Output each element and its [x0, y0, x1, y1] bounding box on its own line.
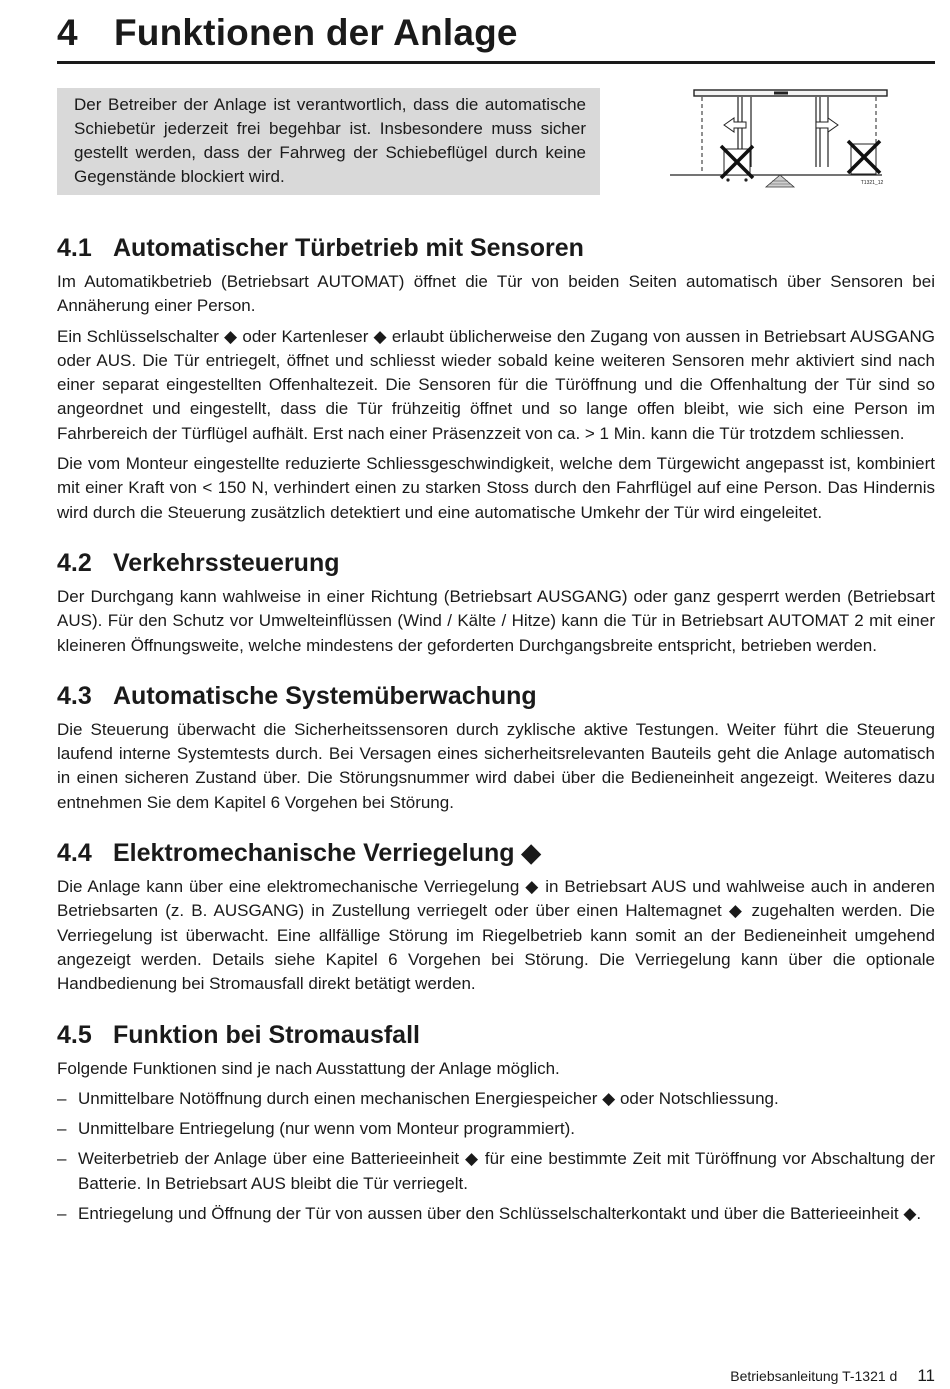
list-item: [57, 1147, 935, 1196]
page-footer: [730, 1366, 935, 1386]
chapter-title: Funktionen der Anlage: [114, 12, 518, 53]
list-item-text: Unmittelbare Entriegelung (nur wenn vom Monteur programmiert).: [78, 1119, 575, 1139]
chapter-rule: [57, 61, 935, 64]
paragraph: Im Automatikbetrieb (Betriebsart AUTOMAT) öffnet die Tür von beiden Seiten automatisch über Sensoren bei Annäherung einer Person.: [57, 272, 935, 316]
section-number: 4.2: [57, 548, 92, 577]
section-heading: [57, 230, 935, 266]
footer-document-name: Betriebsanleitung T-1321 d: [730, 1368, 898, 1384]
safety-notice-box: [57, 88, 600, 195]
section-title: Automatische Systemüberwachung: [113, 681, 537, 710]
paragraph: Ein Schlüsselschalter ◆ oder Kartenleser ◆ erlaubt üblicherweise den Zugang von aussen in Betriebsart AUSGANG oder AUS. Die Tür entriegelt, öffnet und schliesst wieder sobald keine weiteren Sensoren mehr aktiviert sind nach einer separat eingestellten Offenhaltezeit. Die Sensoren für die Türöffnung und die Offenhaltung der Tür sind so angeordnet und eingestellt, dass die Tür frühzeitig öffnet und so lange offen bleibt, wie sich eine Person im Fahrbereich der Türflügel aufhält. Erst nach einer Präsenzzeit von ca. > 1 Min. kann die Tür trotzdem schliessen.: [57, 326, 935, 443]
section-heading: [57, 835, 935, 871]
figure-label: T1321_12: [860, 180, 884, 186]
paragraph: Die Steuerung überwacht die Sicherheitssensoren durch zyklische aktive Testungen. Weiter führt die Steuerung laufend interne Systemtests durch. Bei Versagen eines sicherheitsrelevanten Bauteils geht die Anlage automatisch in einen sicheren Zustand über. Die Störungsnummer wird dabei über die Bedieneinheit angezeigt. Weiteres dazu entnehmen Sie dem Kapitel 6 Vorgehen bei Störung.: [57, 719, 935, 812]
paragraph: Die Anlage kann über eine elektromechanische Verriegelung ◆ in Betriebsart AUS und wahlweise auch in anderen Betriebsarten (z. B. AUSGANG) in Zustellung verriegelt oder über einen Haltemagnet ◆ zugehalten werden. Die Verriegelung ist überwacht. Eine allfällige Störung im Riegelbetrieb kann somit an der Bedieneinheit umgehend angezeigt werden. Details siehe Kapitel 6 Vorgehen bei Störung. Die Verriegelung kann über die optionale Handbedienung bei Stromausfall direkt betätigt werden.: [57, 877, 935, 994]
section-number: 4.4: [57, 839, 92, 868]
section-number: 4.1: [57, 234, 92, 262]
section-title: Automatischer Türbetrieb mit Sensoren: [113, 234, 584, 262]
section-heading: [57, 545, 935, 581]
list-dash: –: [57, 1204, 67, 1224]
page-number: 11: [917, 1366, 935, 1385]
list-item-text: Unmittelbare Notöffnung durch einen mechanischen Energiespeicher ◆ oder Notschliessung.: [78, 1088, 779, 1108]
section-4-4: [57, 835, 935, 996]
section-4-1: [57, 230, 935, 525]
chapter-content: [57, 230, 935, 1246]
section-heading: [57, 1017, 935, 1053]
list-dash: –: [57, 1119, 67, 1139]
section-number: 4.3: [57, 681, 92, 710]
list-item: [57, 1117, 935, 1141]
section-4-3: [57, 678, 935, 815]
list-item: [57, 1202, 935, 1226]
section-title: Verkehrssteuerung: [113, 548, 340, 577]
list-dash: –: [57, 1149, 67, 1169]
section-4-2: [57, 545, 935, 658]
section-number: 4.5: [57, 1020, 92, 1049]
chapter-heading: [57, 12, 518, 54]
section-heading: [57, 678, 935, 714]
section-4-5: [57, 1017, 935, 1227]
paragraph: Folgende Funktionen sind je nach Ausstattung der Anlage möglich.: [57, 1058, 560, 1078]
safety-notice-text: Der Betreiber der Anlage ist verantwortlich, dass die automatische Schiebetür jederzeit frei begehbar ist. Insbesondere muss sicher gestellt werden, dass der Fahrweg der Schiebeflügel durch keine Gegenstände blockiert wird.: [74, 95, 586, 186]
function-list: [57, 1087, 935, 1226]
list-item-text: Weiterbetrieb der Anlage über eine Batterieeinheit ◆ für eine bestimmte Zeit mit Türöffnung vor Abschaltung der Batterie. In Betriebsart AUS bleibt die Tür verriegelt.: [78, 1149, 935, 1193]
sliding-door-diagram: [668, 87, 898, 197]
section-title: Funktion bei Stromausfall: [113, 1020, 420, 1049]
list-dash: –: [57, 1088, 67, 1108]
list-item-text: Entriegelung und Öffnung der Tür von aussen über den Schlüsselschalterkontakt und über die Batterieeinheit ◆.: [78, 1204, 922, 1224]
chapter-number: 4: [57, 12, 78, 53]
section-title: Elektromechanische Verriegelung ◆: [113, 839, 541, 868]
paragraph: Der Durchgang kann wahlweise in einer Richtung (Betriebsart AUSGANG) oder ganz gesperrt werden (Betriebsart AUS). Für den Schutz vor Umwelteinflüssen (Wind / Kälte / Hitze) kann die Tür in Betriebsart AUTOMAT 2 mit einer kleineren Öffnungsweite, welche mindestens der geforderten Durchgangsbreite entspricht, betrieben werden.: [57, 586, 935, 655]
list-item: [57, 1087, 935, 1111]
paragraph: Die vom Monteur eingestellte reduzierte Schliessgeschwindigkeit, welche dem Türgewicht angepasst ist, kombiniert mit einer Kraft von < 150 N, verhindert einen zu starken Stoss durch den Fahrflügel auf eine Person. Das Hindernis wird durch die Steuerung zusätzlich detektiert und eine automatische Umkehr der Tür wird eingeleitet.: [57, 454, 935, 522]
